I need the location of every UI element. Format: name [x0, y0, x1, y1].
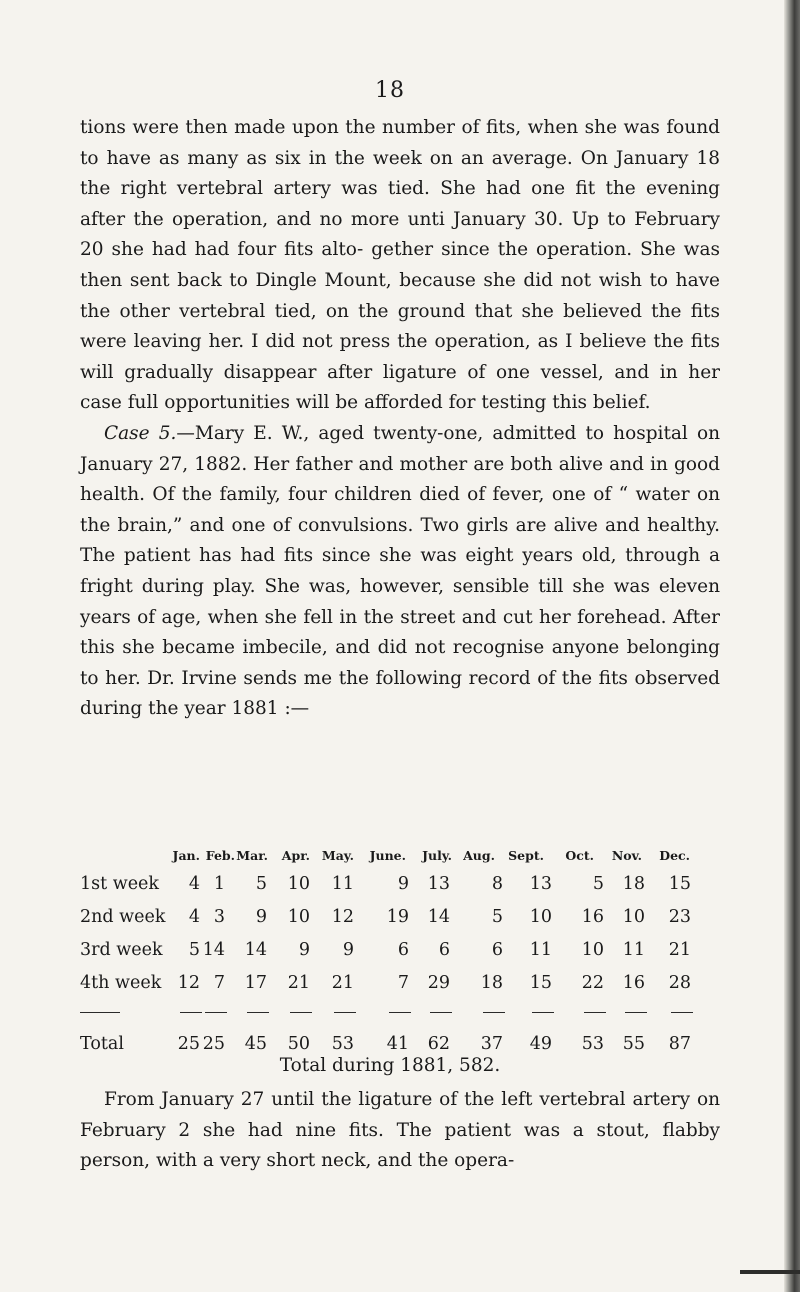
fit-count-cell: 9	[255, 907, 267, 927]
paragraph-ligature: From January 27 until the ligature of the left vertebral artery on February 2 she had nine fits. The patient was a stout, flabby person, with a very short neck, and the opera-	[80, 1089, 720, 1172]
fit-count-cell: 6	[491, 940, 503, 960]
paragraph-case-5	[80, 419, 720, 725]
total-cell: 53	[581, 1034, 604, 1054]
page-number: 18	[375, 78, 405, 103]
fit-count-cell: 19	[386, 907, 409, 927]
month-header: Feb.	[205, 848, 235, 863]
table-header-row	[80, 848, 720, 874]
fit-count-cell: 12	[177, 973, 200, 993]
total-cell: 53	[331, 1034, 354, 1054]
fit-count-cell: 16	[622, 973, 645, 993]
column-rule	[625, 1012, 647, 1013]
total-cell: 62	[427, 1034, 450, 1054]
case-5-text: —Mary E. W., aged twenty-one, admitted to hospital on January 27, 1882. Her father and mother are both alive and in good health. Of the family, four children died of fever, one of “ water on the brain,” and one of convulsions. Two girls are alive and healthy. The patient has had fits since she was eight years old, through a fright during play. She was, however, sensible till she was eleven years of age, when she fell in the street and cut her forehead. After this she became imbecile, and did not recognise anyone belonging to her. Dr. Irvine sends me the following record of the fits observed during the year 1881 :—	[80, 422, 720, 720]
body-text	[80, 113, 720, 725]
fit-count-cell: 5	[255, 874, 267, 894]
fit-count-cell: 6	[438, 940, 450, 960]
table-row	[80, 973, 720, 1006]
fit-count-cell: 3	[213, 907, 225, 927]
fit-count-cell: 9	[397, 874, 409, 894]
fit-count-cell: 14	[427, 907, 450, 927]
fit-count-cell: 12	[331, 907, 354, 927]
month-header: Aug.	[463, 848, 495, 863]
grand-total: Total during 1881, 582.	[279, 1055, 501, 1076]
fit-count-cell: 23	[668, 907, 691, 927]
month-header: May.	[321, 848, 354, 863]
column-rule	[334, 1012, 356, 1013]
fit-count-cell: 13	[427, 874, 450, 894]
fit-count-cell: 9	[342, 940, 354, 960]
month-header: June.	[369, 848, 406, 863]
fit-count-cell: 10	[287, 874, 310, 894]
column-rule	[205, 1012, 227, 1013]
month-header: Nov.	[611, 848, 642, 863]
column-rule	[180, 1012, 202, 1013]
week-label: 4th week	[80, 973, 162, 993]
month-header: Oct.	[565, 848, 594, 863]
fit-count-cell: 18	[622, 874, 645, 894]
total-cell: 49	[529, 1034, 552, 1054]
column-rule	[483, 1012, 505, 1013]
paragraph-continuation: tions were then made upon the number of fits, when she was found to have as many as six in the week on an average. On January 18 the right vertebral artery was tied. She had one fit the evening after the operation, and no more unti January 30. Up to February 20 she had had four fits alto- gether since the operation. She was then sent back to Dingle Mount, because she did not wish to have the other vertebral tied, on the ground that she believed the fits were leaving her. I did not press the operation, as I believe the fits will gradually disappear after ligature of one vessel, and in her case full opportunities will be afforded for testing this belief.	[80, 117, 720, 414]
month-header: Mar.	[236, 848, 268, 863]
fit-count-cell: 11	[331, 874, 354, 894]
fit-count-cell: 11	[622, 940, 645, 960]
fit-count-cell: 21	[331, 973, 354, 993]
column-rule	[430, 1012, 452, 1013]
fit-count-cell: 13	[529, 874, 552, 894]
fit-count-cell: 18	[480, 973, 503, 993]
fit-count-cell: 5	[188, 940, 200, 960]
month-header: Jan.	[172, 848, 200, 863]
total-cell: 55	[622, 1034, 645, 1054]
fit-count-cell: 10	[529, 907, 552, 927]
table-row	[80, 874, 720, 907]
fit-count-cell: 5	[592, 874, 604, 894]
column-rule	[532, 1012, 554, 1013]
total-cell: 87	[668, 1034, 691, 1054]
closing-text	[80, 1085, 720, 1177]
week-label: 3rd week	[80, 940, 163, 960]
fit-count-cell: 28	[668, 973, 691, 993]
month-header: Apr.	[281, 848, 310, 863]
total-label: Total	[80, 1034, 124, 1054]
fit-count-cell: 1	[213, 874, 225, 894]
column-rule	[389, 1012, 411, 1013]
fit-count-cell: 10	[622, 907, 645, 927]
fits-record-table	[80, 848, 720, 1074]
fit-count-cell: 11	[529, 940, 552, 960]
fit-count-cell: 4	[188, 907, 200, 927]
total-cell: 37	[480, 1034, 503, 1054]
column-rule	[247, 1012, 269, 1013]
fit-count-cell: 21	[287, 973, 310, 993]
fit-count-cell: 21	[668, 940, 691, 960]
week-label: 2nd week	[80, 907, 166, 927]
column-rule	[584, 1012, 606, 1013]
scan-edge-mark	[740, 1270, 800, 1274]
month-header: Dec.	[659, 848, 690, 863]
total-rule-row	[80, 1006, 720, 1022]
label-rule	[80, 1012, 120, 1013]
column-rule	[290, 1012, 312, 1013]
total-cell: 50	[287, 1034, 310, 1054]
fit-count-cell: 10	[287, 907, 310, 927]
scan-edge-shadow	[784, 0, 800, 1292]
total-cell: 45	[244, 1034, 267, 1054]
fit-count-cell: 10	[581, 940, 604, 960]
total-cell: 25	[177, 1034, 200, 1054]
fit-count-cell: 15	[529, 973, 552, 993]
fit-count-cell: 16	[581, 907, 604, 927]
fit-count-cell: 22	[581, 973, 604, 993]
total-cell: 41	[386, 1034, 409, 1054]
table-row	[80, 907, 720, 940]
fit-count-cell: 29	[427, 973, 450, 993]
column-rule	[671, 1012, 693, 1013]
week-label: 1st week	[80, 874, 160, 894]
fit-count-cell: 17	[244, 973, 267, 993]
fit-count-cell: 14	[244, 940, 267, 960]
fit-count-cell: 15	[668, 874, 691, 894]
fit-count-cell: 7	[397, 973, 409, 993]
case-label: Case 5.	[104, 422, 177, 444]
table-row	[80, 940, 720, 973]
fit-count-cell: 5	[491, 907, 503, 927]
total-cell: 25	[202, 1034, 225, 1054]
fit-count-cell: 8	[491, 874, 503, 894]
fit-count-cell: 14	[202, 940, 225, 960]
month-header: Sept.	[508, 848, 544, 863]
fit-count-cell: 9	[298, 940, 310, 960]
fit-count-cell: 7	[213, 973, 225, 993]
fit-count-cell: 6	[397, 940, 409, 960]
fit-count-cell: 4	[188, 874, 200, 894]
month-header: July.	[422, 848, 452, 863]
